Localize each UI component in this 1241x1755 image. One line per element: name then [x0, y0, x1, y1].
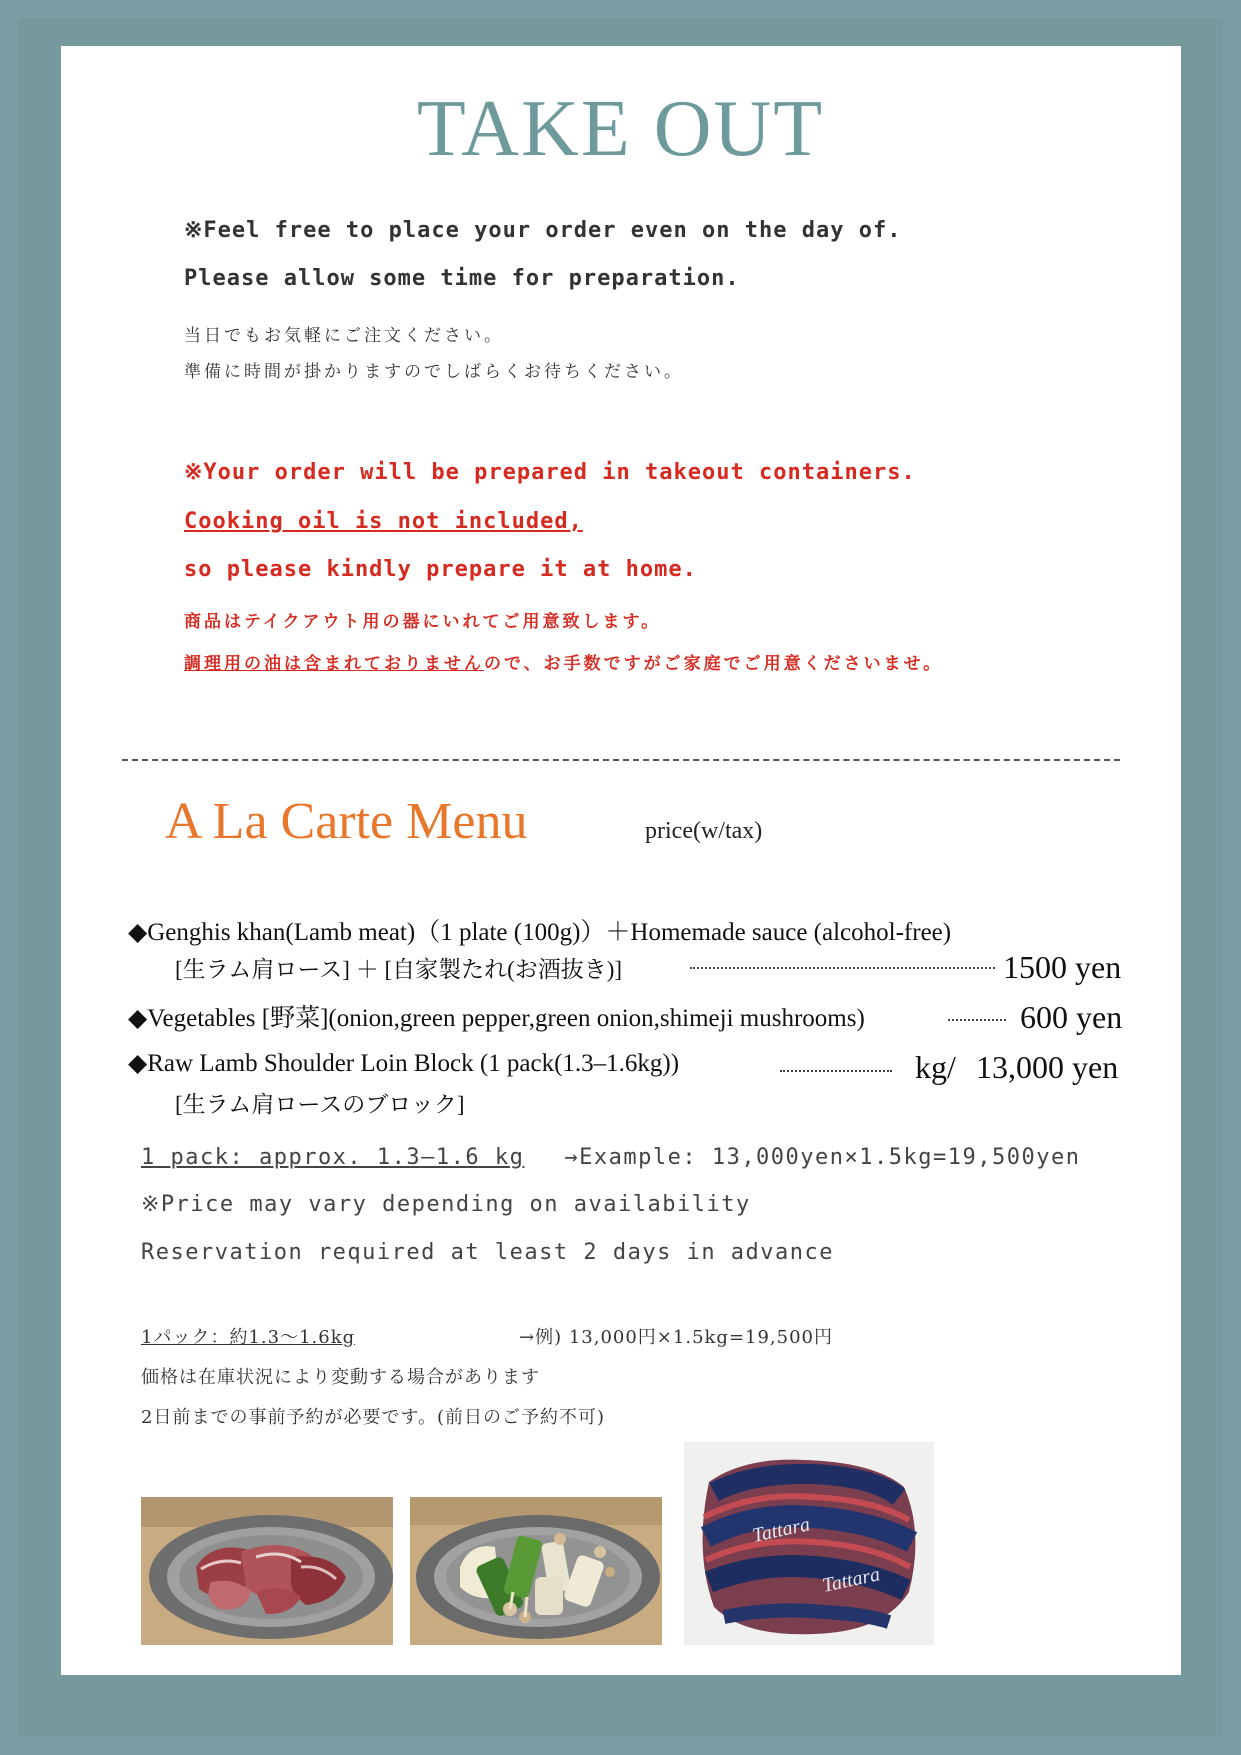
details-jp-example: →例) 13,000円×1.5kg=19,500円: [519, 1327, 834, 1348]
menu-item-lamb-block: ◆Raw Lamb Shoulder Loin Block (1 pack(1.3–1.6kg)): [128, 1050, 680, 1077]
notice-jp-2: 準備に時間が掛かりますのでしばらくお待ちください。: [184, 362, 684, 382]
menu-item-lamb-block-unit: kg/: [915, 1049, 956, 1085]
warning-line-3: so please kindly prepare it at home.: [184, 557, 697, 582]
warning-jp-2-rest: ので、お手数ですがご家庭でご用意くださいませ。: [484, 654, 944, 674]
vegetables-plate-image: [410, 1497, 662, 1645]
price-label: price(w/tax): [645, 818, 763, 844]
leader-dots-2: [948, 1019, 1006, 1021]
notice-line-2: Please allow some time for preparation.: [184, 266, 740, 291]
lamb-meat-plate-image: [141, 1497, 393, 1645]
warning-jp-2-underlined: 調理用の油は含まれておりません: [184, 654, 484, 674]
leader-dots-1: [690, 967, 995, 969]
lamb-block-brand-text-2: Tattara: [820, 1563, 882, 1597]
menu-item-genghis-khan: ◆Genghis khan(Lamb meat)（1 plate (100g)）＋Homemade sauce (alcohol-free): [128, 919, 952, 946]
menu-item-vegetables-price: 600 yen: [1020, 999, 1123, 1035]
menu-item-lamb-block-sub: [生ラム肩ロースのブロック]: [175, 1092, 465, 1117]
details-jp-price-note: 価格は在庫状況により変動する場合があります: [141, 1367, 540, 1388]
lamb-block-image: [684, 1442, 934, 1645]
lamb-block-photo: [684, 1442, 934, 1645]
notice-line-1: ※Feel free to place your order even on the day of.: [184, 218, 902, 243]
details-en-reservation: Reservation required at least 2 days in advance: [141, 1240, 835, 1265]
lamb-meat-plate-photo: [141, 1497, 393, 1645]
vegetables-plate-photo: [410, 1497, 662, 1645]
details-en-pack-line: [141, 1145, 1080, 1170]
menu-item-lamb-block-price: 13,000 yen: [976, 1049, 1119, 1085]
details-en-pack: 1 pack: approx. 1.3–1.6 kg: [141, 1145, 525, 1170]
details-jp-reservation: 2日前までの事前予約が必要です。(前日のご予約不可): [141, 1407, 606, 1428]
details-en-example: →Example: 13,000yen×1.5kg=19,500yen: [564, 1145, 1081, 1170]
warning-jp-2: [184, 649, 943, 674]
menu-item-genghis-khan-price: 1500 yen: [1003, 949, 1122, 985]
leader-dots-3: [780, 1070, 892, 1072]
warning-line-2: Cooking oil is not included,: [184, 509, 583, 534]
menu-item-genghis-khan-sub: [生ラム肩ロース] ＋ [自家製たれ(お酒抜き)]: [175, 957, 623, 982]
warning-line-1: ※Your order will be prepared in takeout containers.: [184, 460, 916, 485]
menu-title: A La Carte Menu: [165, 793, 528, 850]
page-title: TAKE OUT: [416, 85, 825, 173]
section-divider: [122, 759, 1120, 761]
menu-item-vegetables: ◆Vegetables [野菜](onion,green pepper,green onion,shimeji mushrooms): [128, 1005, 865, 1032]
lamb-block-brand-text: Tattara: [750, 1513, 812, 1547]
warning-jp-1: 商品はテイクアウト用の器にいれてご用意致します。: [184, 612, 662, 632]
details-jp-pack-line: [141, 1323, 833, 1349]
details-jp-pack: 1パック：約1.3〜1.6kg: [141, 1327, 356, 1348]
notice-jp-1: 当日でもお気軽にご注文ください。: [184, 326, 504, 346]
details-en-price-note: ※Price may vary depending on availability: [141, 1192, 751, 1217]
